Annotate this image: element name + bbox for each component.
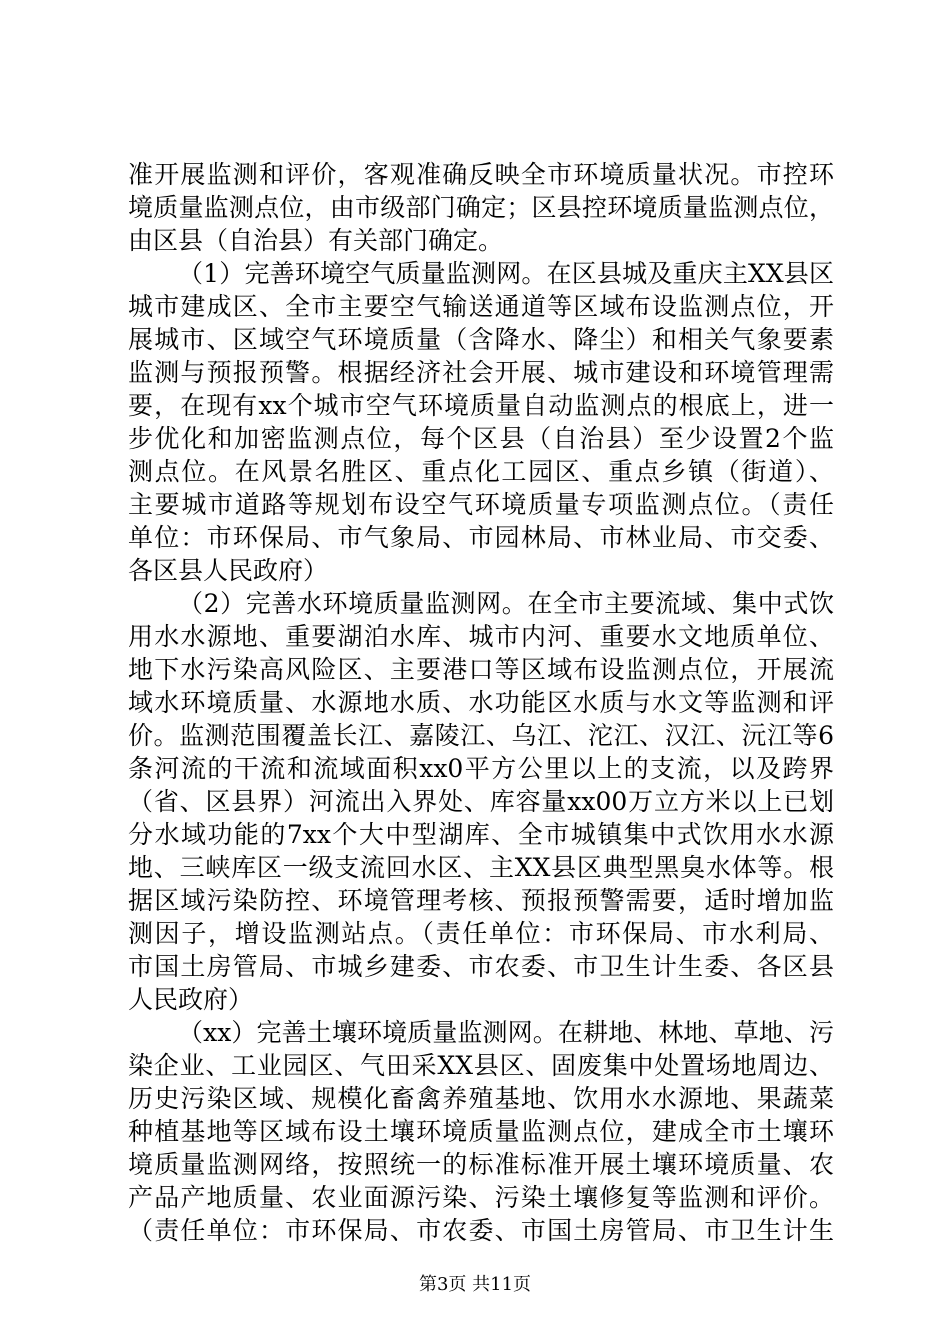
paragraph-line: 测点位。在风景名胜区、重点化工园区、重点乡镇（街道）、 (128, 457, 834, 486)
paragraph-line: 用水水源地、重要湖泊水库、城市内河、重要水文地质单位、 (128, 622, 834, 651)
paragraph-line: 市国土房管局、市城乡建委、市农委、市卫生计生委、各区县 (128, 952, 834, 981)
paragraph-line: 地、三峡库区一级支流回水区、主XX县区典型黑臭水体等。根 (128, 853, 834, 882)
paragraph (128, 1016, 834, 1247)
paragraph-line: 各区县人民政府） (128, 556, 329, 585)
paragraph (128, 158, 834, 257)
paragraph-line: 种植基地等区域布设土壤环境质量监测点位，建成全市土壤环 (128, 1117, 834, 1146)
paragraph-line: 由区县（自治县）有关部门确定。 (128, 226, 504, 255)
paragraph-line: 测因子，增设监测站点。（责任单位：市环保局、市水利局、 (128, 919, 834, 948)
paragraph-line: （责任单位：市环保局、市农委、市国土房管局、市卫生计生 (128, 1216, 834, 1245)
paragraph-line: 准开展监测和评价，客观准确反映全市环境质量状况。市控环 (128, 160, 834, 189)
paragraph-line: （1）完善环境空气质量监测网。在区县城及重庆主XX县区 (178, 259, 834, 288)
paragraph-line: 主要城市道路等规划布设空气环境质量专项监测点位。（责任 (128, 490, 834, 519)
paragraph-line: 监测与预报预警。根据经济社会开展、城市建设和环境管理需 (128, 358, 834, 387)
paragraph-line: 历史污染区域、规模化畜禽养殖基地、饮用水水源地、果蔬菜 (128, 1084, 834, 1113)
paragraph-line: 境质量监测点位，由市级部门确定；区县控环境质量监测点位， (128, 193, 834, 222)
paragraph-line: 地下水污染高风险区、主要港口等区域布设监测点位，开展流 (128, 655, 834, 684)
paragraph-line: 产品产地质量、农业面源污染、污染土壤修复等监测和评价。 (128, 1183, 834, 1212)
paragraph-line: 城市建成区、全市主要空气输送通道等区域布设监测点位，开 (128, 292, 834, 321)
page-footer: 第3页 共11页 (418, 1274, 532, 1295)
paragraph-line: 单位：市环保局、市气象局、市园林局、市林业局、市交委、 (128, 523, 834, 552)
paragraph-line: 染企业、工业园区、气田采XX县区、固废集中处置场地周边、 (128, 1051, 834, 1080)
paragraph-line: 据区域污染防控、环境管理考核、预报预警需要，适时增加监 (128, 886, 834, 915)
paragraph-line: 人民政府） (128, 985, 254, 1014)
paragraph-line: 分水域功能的7xx个大中型湖库、全市城镇集中式饮用水水源 (128, 820, 834, 849)
paragraph-line: （省、区县界）河流出入界处、库容量xx00万立方米以上已划 (128, 787, 834, 816)
paragraph-line: 域水环境质量、水源地水质、水功能区水质与水文等监测和评 (128, 688, 834, 717)
paragraph (128, 257, 834, 587)
body-text (128, 158, 834, 1247)
paragraph-line: 展城市、区域空气环境质量（含降水、降尘）和相关气象要素 (128, 325, 834, 354)
paragraph-line: （2）完善水环境质量监测网。在全市主要流域、集中式饮 (178, 589, 834, 618)
paragraph-line: 境质量监测网络，按照统一的标准标准开展土壤环境质量、农 (128, 1150, 834, 1179)
paragraph-line: 价。监测范围覆盖长江、嘉陵江、乌江、沱江、汉江、沅江等6 (128, 721, 834, 750)
paragraph-line: （xx）完善土壤环境质量监测网。在耕地、林地、草地、污 (178, 1018, 834, 1047)
paragraph (128, 587, 834, 1016)
paragraph-line: 条河流的干流和流域面积xx0平方公里以上的支流，以及跨界 (128, 754, 834, 783)
paragraph-line: 步优化和加密监测点位，每个区县（自治县）至少设置2个监 (128, 424, 834, 453)
paragraph-line: 要，在现有xx个城市空气环境质量自动监测点的根底上，进一 (128, 391, 834, 420)
